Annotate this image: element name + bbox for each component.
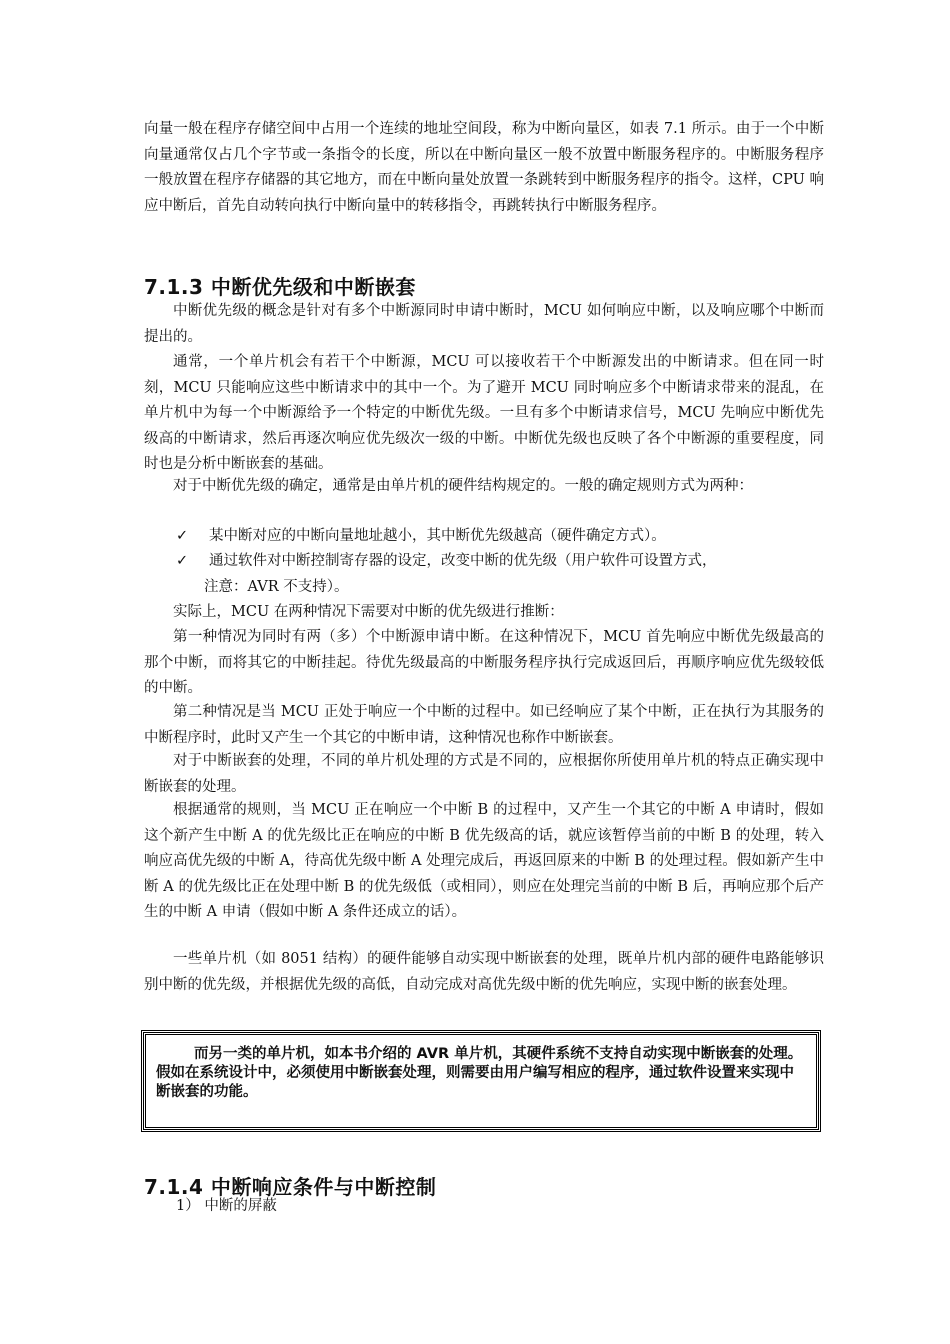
note-box	[143, 1032, 819, 1130]
checkmark-icon: ✓	[176, 528, 189, 544]
paragraph-two-cases: 实际上，MCU 在两种情况下需要对中断的优先级进行推断：	[173, 604, 564, 620]
paragraph-priority-concept: 中断优先级的概念是针对有多个中断源同时申请中断时，MCU 如何响应中断，以及响应哪个中断而提出的。	[144, 303, 824, 345]
checklist-item-text-continued: 注意：AVR 不支持）。	[204, 578, 349, 595]
paragraph-priority-rules: 对于中断优先级的确定，通常是由单片机的硬件结构规定的。一般的确定规则方式为两种：	[173, 478, 753, 494]
note-text: 而另一类的单片机，如本书介绍的 AVR 单片机，其硬件系统不支持自动实现中断嵌套的处理。假如在系统设计中，必须使用中断嵌套处理，则需要由用户编写相应的程序，通过软件设置来实现中断嵌套的功能。	[156, 1046, 803, 1100]
paragraph-case-one: 第一种情况为同时有两（多）个中断源申请中断。在这种情况下，MCU 首先响应中断优先级最高的那个中断，而将其它的中断挂起。待优先级最高的中断服务程序执行完成返回后，再顺序响应优先级较低的中断。	[144, 629, 824, 696]
paragraph-vector-area: 向量一般在程序存储空间中占用一个连续的地址空间段，称为中断向量区，如表 7.1 所示。由于一个中断向量通常仅占几个字节或一条指令的长度，所以在中断向量区一般不放置中断服务程序的。中断服务程序一般放置在程序存储器的其它地方，而在中断向量处放置一条跳转到中断服务程序的指令。这样，CPU 响应中断后，首先自动转向执行中断向量中的转移指令，再跳转执行中断服务程序。	[144, 121, 824, 214]
paragraph-nesting-rules: 根据通常的规则，当 MCU 正在响应一个中断 B 的过程中，又产生一个其它的中断 A 申请时，假如这个新产生中断 A 的优先级比正在响应的中断 B 优先级高的话，就应该暂停当前的中断 B 的处理，转入响应高优先级的中断 A，待高优先级中断 A 处理完成后，再返回原来的中断 B 的处理过程。假如新产生中断 A 的优先级比正在处理中断 B 的优先级低（或相同），则应在处理完当前的中断 B 后，再响应那个后产生的中断 A 申请（假如中断 A 条件还成立的话）。	[144, 802, 824, 920]
paragraph-nesting-handling: 对于中断嵌套的处理，不同的单片机处理的方式是不同的，应根据你所使用单片机的特点正确实现中断嵌套的处理。	[144, 753, 824, 795]
section-heading-7-1-4: 7.1.4 中断响应条件与中断控制	[144, 1175, 437, 1199]
checklist-item-software	[176, 549, 824, 600]
section-heading-7-1-3: 7.1.3 中断优先级和中断嵌套	[144, 275, 416, 299]
subsection-item-masking: 1） 中断的屏蔽	[176, 1198, 277, 1214]
paragraph-priority-usual: 通常，一个单片机会有若干个中断源，MCU 可以接收若干个中断源发出的中断请求。但在同一时刻，MCU 只能响应这些中断请求中的其中一个。为了避开 MCU 同时响应多个中断请求带来的混乱，在单片机中为每一个中断源给予一个特定的中断优先级。一旦有多个中断请求信号，MCU 先响应中断优先级高的中断请求，然后再逐次响应优先级次一级的中断。中断优先级也反映了各个中断源的重要程度，同时也是分析中断嵌套的基础。	[144, 354, 824, 472]
paragraph-8051-nesting: 一些单片机（如 8051 结构）的硬件能够自动实现中断嵌套的处理，既单片机内部的硬件电路能够识别中断的优先级，并根据优先级的高低，自动完成对高优先级中断的优先响应，实现中断的嵌套处理。	[144, 951, 824, 993]
checkmark-icon: ✓	[176, 553, 189, 569]
checklist-item-text: 通过软件对中断控制寄存器的设定，改变中断的优先级（用户软件可设置方式，	[209, 553, 717, 569]
checklist-item-text: 某中断对应的中断向量地址越小，其中断优先级越高（硬件确定方式）。	[209, 528, 666, 544]
paragraph-case-two: 第二种情况是当 MCU 正处于响应一个中断的过程中。如已经响应了某个中断，正在执行为其服务的中断程序时，此时又产生一个其它的中断申请，这种情况也称作中断嵌套。	[144, 704, 824, 746]
checklist-item-hardware	[176, 524, 824, 550]
